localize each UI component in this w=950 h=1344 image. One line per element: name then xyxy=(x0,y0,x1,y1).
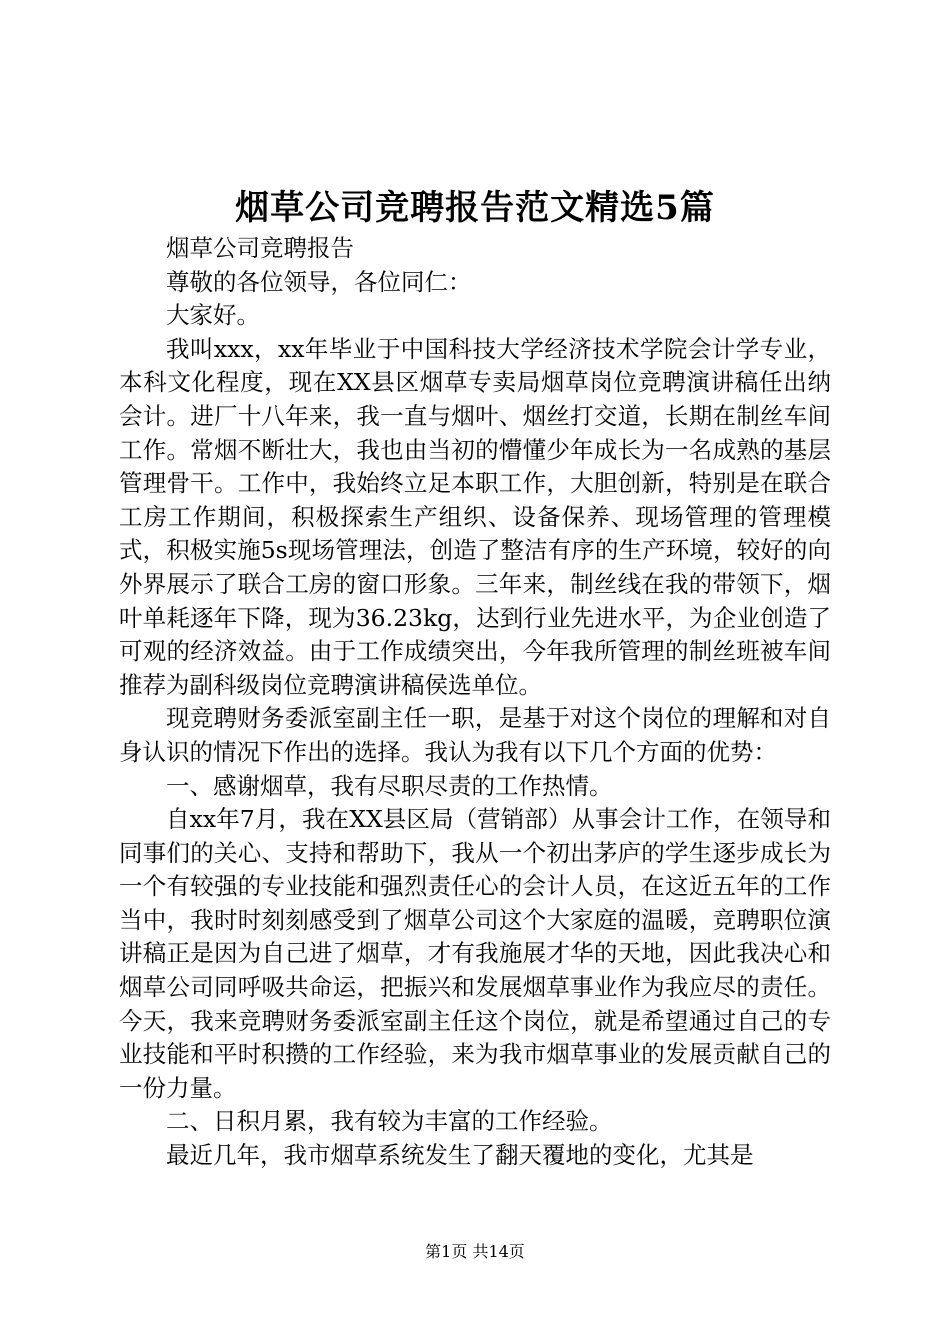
document-body xyxy=(119,232,831,1173)
section-heading-2: 二、日积月累，我有较为丰富的工作经验。 xyxy=(166,1107,613,1136)
paragraph-motivation: 现竞聘财务委派室副主任一职，是基于对这个岗位的理解和对自身认识的情况下作出的选择。我认为我有以下几个方面的优势： xyxy=(119,704,831,766)
paragraph-salutation: 尊敬的各位领导，各位同仁： xyxy=(166,267,472,296)
page-number: 第1页 共14页 xyxy=(425,1242,525,1261)
paragraph-heading: 烟草公司竞聘报告 xyxy=(166,234,354,262)
paragraph-section-2: 最近几年，我市烟草系统发生了翻天覆地的变化，尤其是 xyxy=(166,1141,754,1170)
section-heading-1: 一、感谢烟草，我有尽职尽责的工作热情。 xyxy=(166,771,613,800)
paragraph-section-1: 自xx年7月，我在XX县区局（营销部）从事会计工作，在领导和同事们的关心、支持和帮助下，我从一个初出茅庐的学生逐步成长为一个有较强的专业技能和强烈责任心的会计人员，在这近五年的工作当中，我时时刻刻感受到了烟草公司这个大家庭的温暖，竞聘职位演讲稿正是因为自己进了烟草，才有我施展才华的天地，因此我决心和烟草公司同呼吸共命运，把振兴和发展烟草事业作为我应尽的责任。今天，我来竞聘财务委派室副主任这个岗位，就是希望通过自己的专业技能和平时积攒的工作经验，来为我市烟草事业的发展贡献自己的一份力量。 xyxy=(119,805,831,1102)
document-title: 烟草公司竞聘报告范文精选5篇 xyxy=(235,188,715,228)
paragraph-introduction: 我叫xxx，xx年毕业于中国科技大学经济技术学院会计学专业，本科文化程度，现在XX县区烟草专卖局烟草岗位竞聘演讲稿任出纳会计。进厂十八年来，我一直与烟叶、烟丝打交道，长期在制丝车间工作。常烟不断壮大，我也由当初的懵懂少年成长为一名成熟的基层管理骨干。工作中，我始终立足本职工作，大胆创新，特别是在联合工房工作期间，积极探索生产组织、设备保养、现场管理的管理模式，积极实施5s现场管理法，创造了整洁有序的生产环境，较好的向外界展示了联合工房的窗口形象。三年来，制丝线在我的带领下，烟叶单耗逐年下降，现为36.23kg，达到行业先进水平，为企业创造了可观的经济效益。由于工作成绩突出，今年我所管理的制丝班被车间推荐为副科级岗位竞聘演讲稿侯选单位。 xyxy=(119,334,831,699)
paragraph-greeting: 大家好。 xyxy=(166,301,260,330)
